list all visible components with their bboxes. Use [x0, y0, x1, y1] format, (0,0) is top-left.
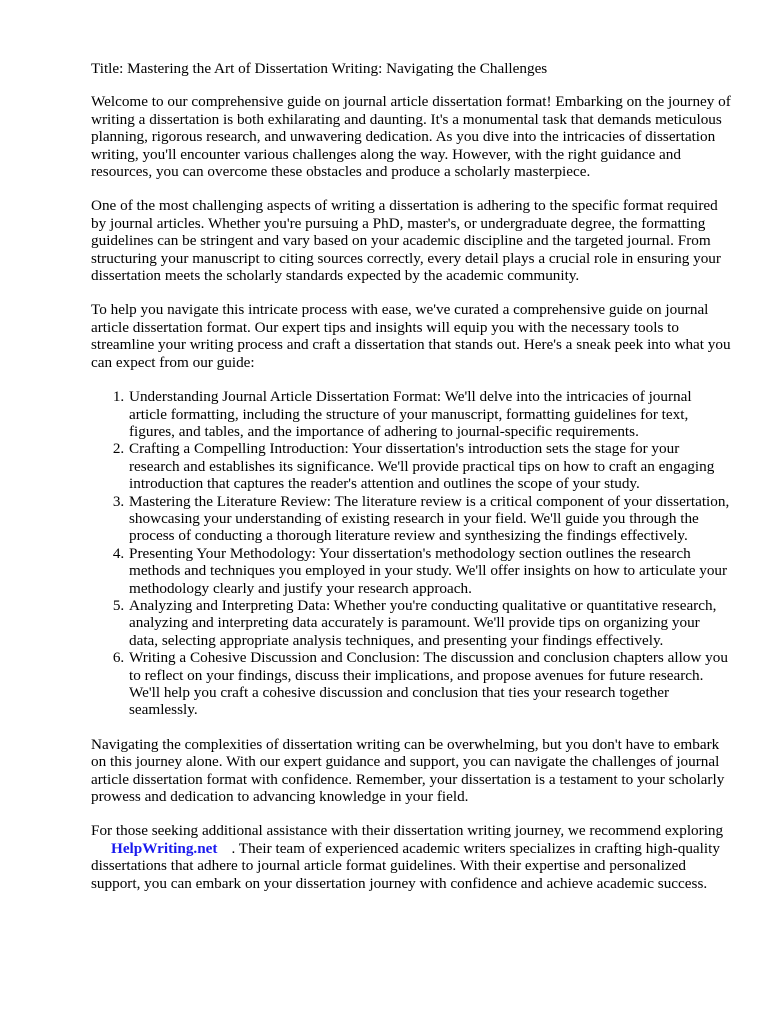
final-paragraph-lead: For those seeking additional assistance with their dissertation writing journey, we recommend exploring — [91, 822, 724, 840]
closing-paragraph: Navigating the complexities of dissertation writing can be overwhelming, but you don't have to embark on this journey alone. With our expert guidance and support, you can navigate the challenges of journal article dissertation format with confidence. Remember, your dissertation is a testament to your scholarly prowess and dedication to advancing knowledge in your field. — [91, 735, 725, 806]
list-item: 5. Analyzing and Interpreting Data: Whether you're conducting qualitative or quantitative research, analyzing and interpreting data accurately is paramount. We'll provide tips on organizing your data, selecting appropriate analysis techniques, and presenting your findings effectively. — [128, 597, 731, 649]
final-paragraph-tail: . Their team of experienced academic writers specializes in crafting high-quality dissertations that adhere to journal article format guidelines. With their expertise and personalized support, you can embark on your dissertation journey with confidence and achieve academic success. — [91, 839, 720, 892]
document-page — [91, 60, 731, 909]
list-item: 3. Mastering the Literature Review: The literature review is a critical component of your dissertation, showcasing your understanding of existing research in your field. We'll guide you through the process of conducting a thorough literature review and synthesizing the findings effectively. — [128, 493, 731, 545]
list-item: 6. Writing a Cohesive Discussion and Conclusion: The discussion and conclusion chapters allow you to reflect on your findings, discuss their implications, and propose avenues for future research. We'll help you craft a cohesive discussion and conclusion that ties your research together seamlessly. — [128, 649, 731, 719]
final-paragraph — [91, 822, 731, 892]
document-title: Title: Mastering the Art of Dissertation Writing: Navigating the Challenges — [91, 60, 548, 77]
list-item: 1. Understanding Journal Article Dissertation Format: We'll delve into the intricacies of journal article formatting, including the structure of your manuscript, formatting guidelines for text, figures, and tables, and the importance of adhering to journal-specific requirements. — [128, 388, 731, 440]
guide-paragraph: To help you navigate this intricate process with ease, we've curated a comprehensive guide on journal article dissertation format. Our expert tips and insights will equip you with the necessary tools to streamline your writing process and craft a dissertation that stands out. Here's a sneak peek into what you can expect from our guide: — [91, 301, 731, 371]
helpwriting-link[interactable]: HelpWriting.net — [111, 839, 218, 857]
guide-list — [91, 388, 731, 719]
list-item: 2. Crafting a Compelling Introduction: Your dissertation's introduction sets the stage for your research and establishes its significance. We'll provide practical tips on how to craft an engaging introduction that captures the reader's attention and outlines the scope of your study. — [128, 440, 731, 492]
intro-paragraph: Welcome to our comprehensive guide on journal article dissertation format! Embarking on the journey of writing a dissertation is both exhilarating and daunting. It's a monumental task that demands meticulous planning, rigorous research, and unwavering dedication. As you dive into the intricacies of dissertation writing, you'll encounter various challenges along the way. However, with the right guidance and resources, you can overcome these obstacles and produce a scholarly masterpiece. — [91, 93, 731, 181]
format-paragraph: One of the most challenging aspects of writing a dissertation is adhering to the specific format required by journal articles. Whether you're pursuing a PhD, master's, or undergraduate degree, the formatting guidelines can be stringent and vary based on your academic discipline and the targeted journal. From structuring your manuscript to citing sources correctly, every detail plays a crucial role in ensuring your dissertation meets the scholarly standards expected by the academic community. — [91, 197, 721, 285]
list-item: 4. Presenting Your Methodology: Your dissertation's methodology section outlines the research methods and techniques you employed in your study. We'll offer insights on how to articulate your methodology clearly and justify your research approach. — [128, 545, 731, 597]
